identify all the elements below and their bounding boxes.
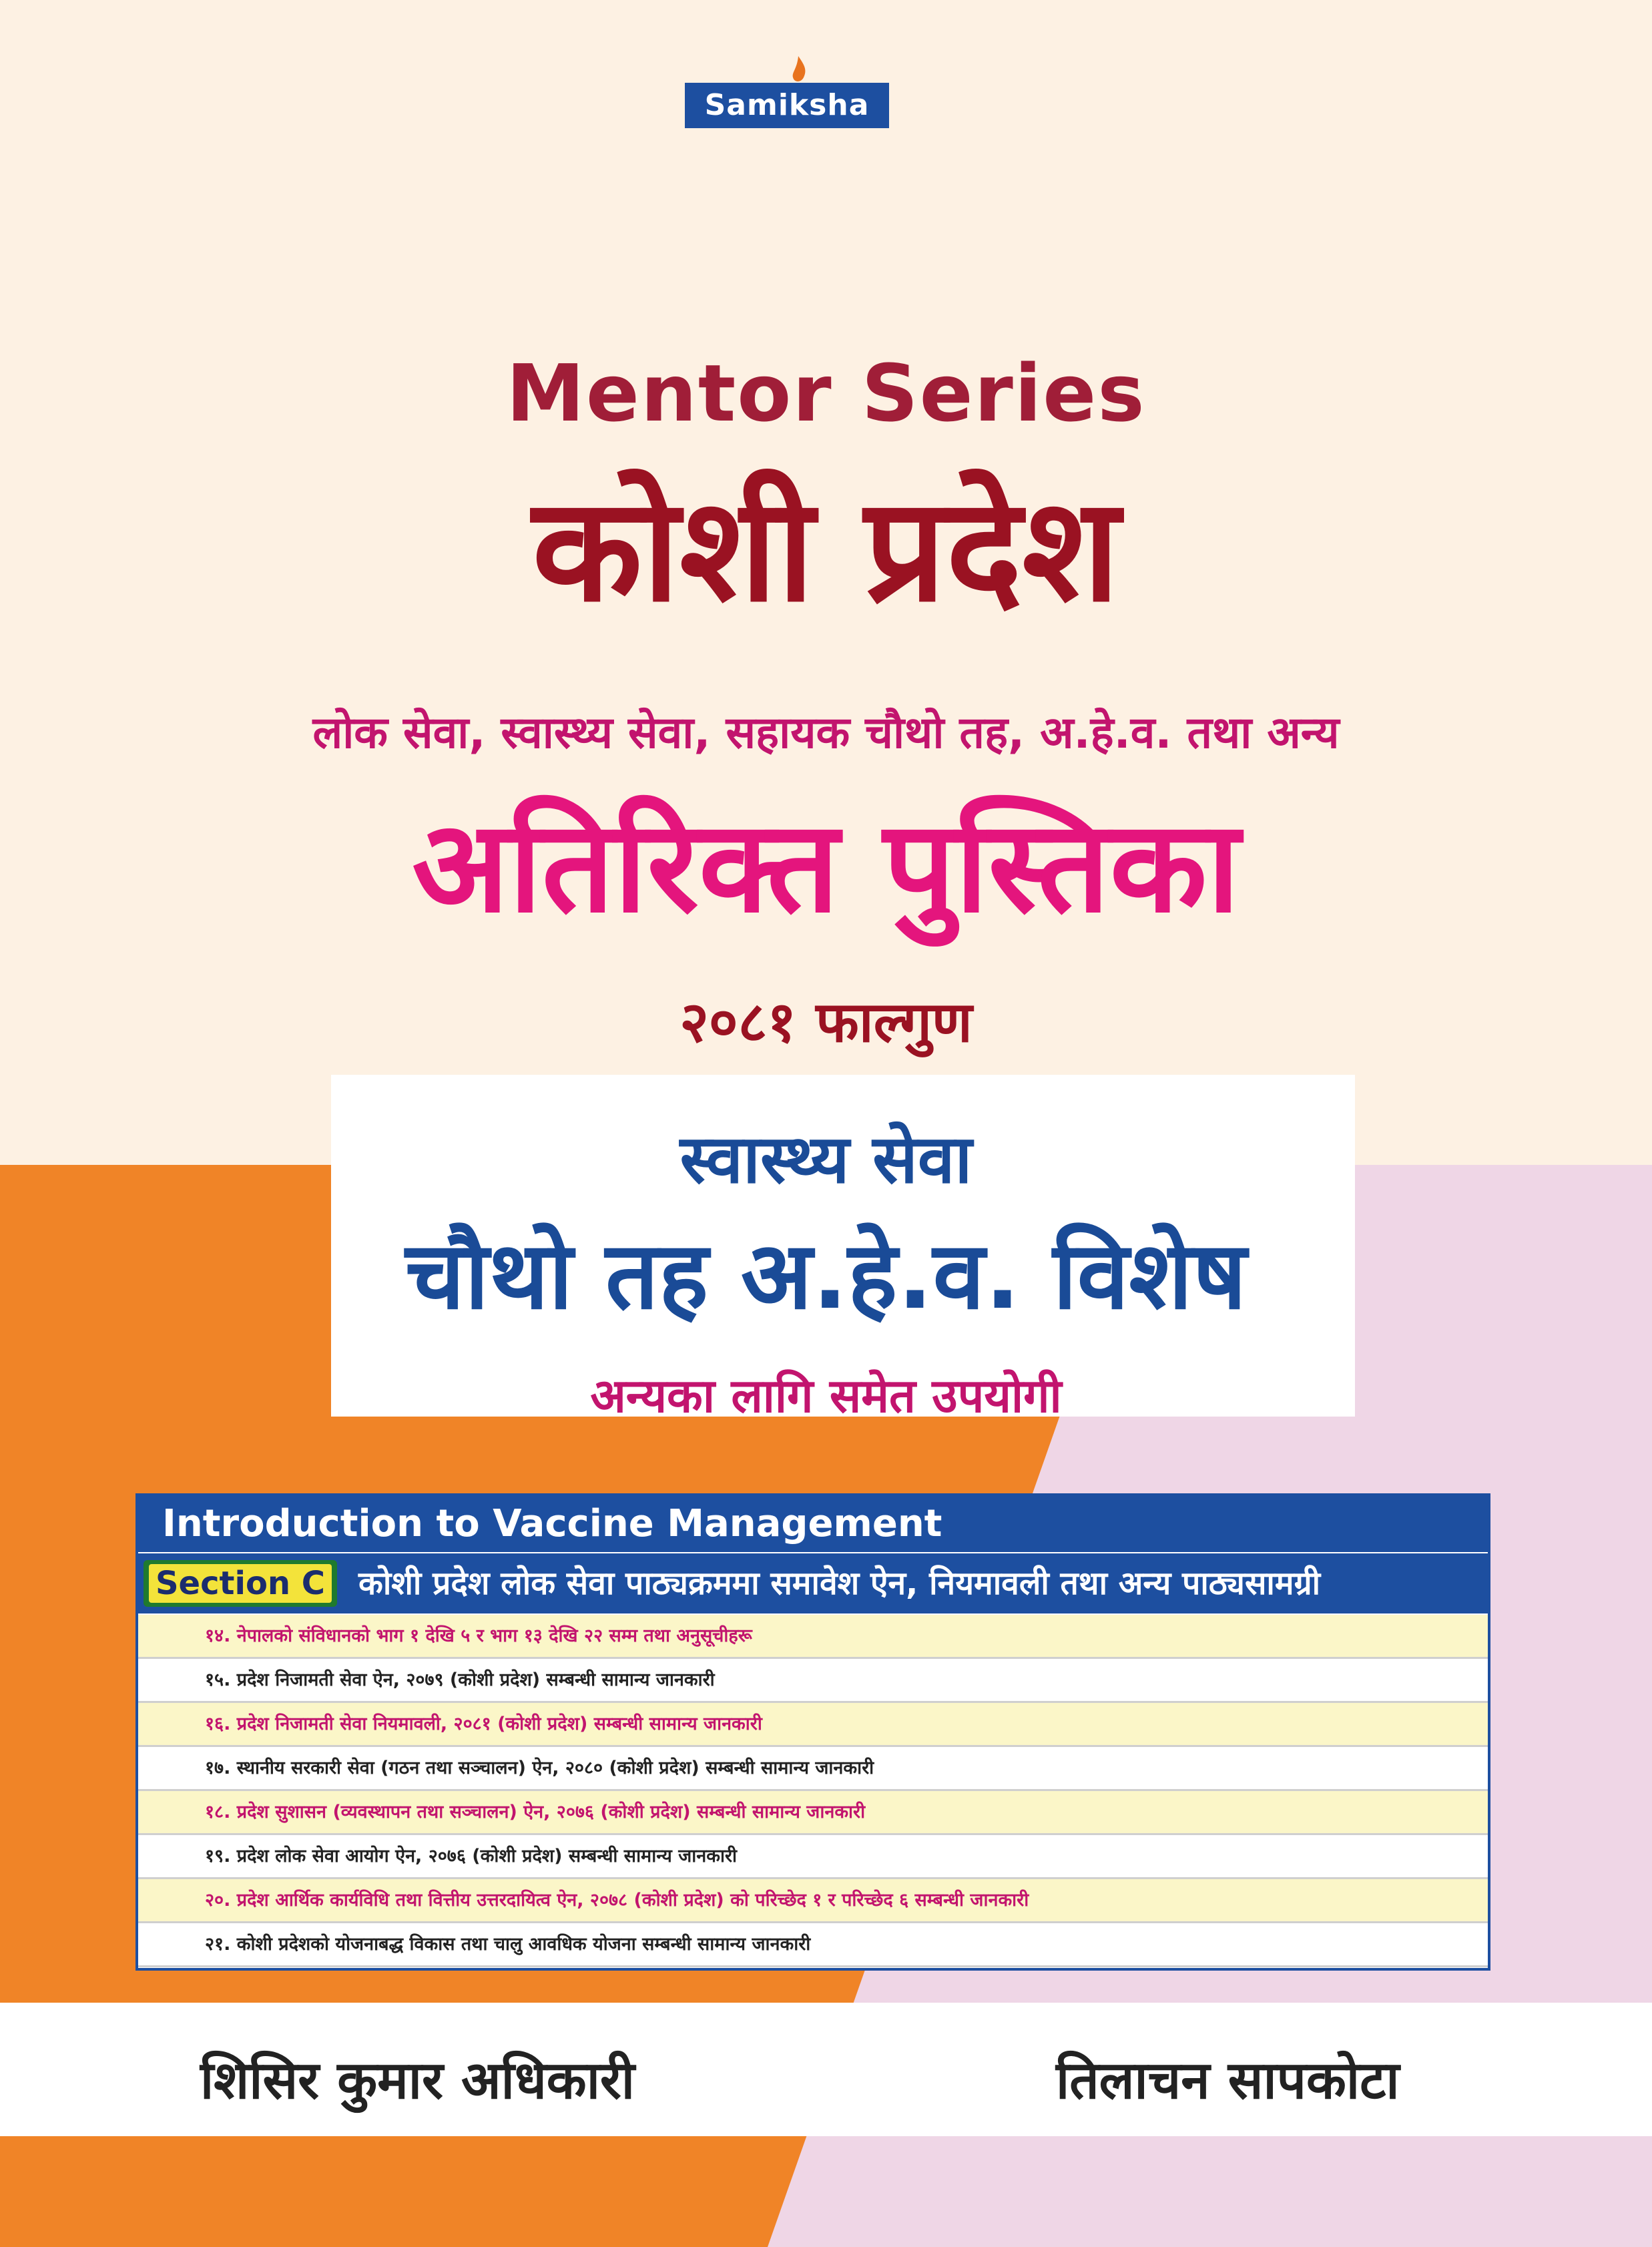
- flame-icon: [785, 55, 812, 87]
- book-subtitle: लोक सेवा, स्वास्थ्य सेवा, सहायक चौथो तह, अ.हे.व. तथा अन्य: [312, 707, 1340, 758]
- contents-table: [135, 1493, 1490, 1971]
- highlight-line-2: चौथो तह अ.हे.व. विशेष: [405, 1222, 1247, 1330]
- section-title: कोशी प्रदेश लोक सेवा पाठ्यक्रममा समावेश ऐन, नियमावली तथा अन्य पाठ्यसामग्री: [358, 1565, 1321, 1602]
- list-item: २०. प्रदेश आर्थिक कार्यविधि तथा वित्तीय उत्तरदायित्व ऐन, २०७८ (कोशी प्रदेश) को परिच्छेद १ र परिच्छेद ६ सम्बन्धी जानकारी: [138, 1879, 1488, 1923]
- list-item: १७. स्थानीय सरकारी सेवा (गठन तथा सञ्चालन) ऐन, २०८० (कोशी प्रदेश) सम्बन्धी सामान्य जानकारी: [138, 1747, 1488, 1791]
- contents-list: [138, 1615, 1488, 1967]
- list-item: १९. प्रदेश लोक सेवा आयोग ऐन, २०७६ (कोशी प्रदेश) सम्बन्धी सामान्य जानकारी: [138, 1835, 1488, 1879]
- highlight-line-1: स्वास्थ्य सेवा: [679, 1120, 973, 1198]
- list-item: २१. कोशी प्रदेशको योजनाबद्ध विकास तथा चालु आवधिक योजना सम्बन्धी सामान्य जानकारी: [138, 1923, 1488, 1967]
- highlight-line-3: अन्यका लागि समेत उपयोगी: [590, 1368, 1062, 1423]
- publisher-logo: [685, 72, 889, 128]
- book-type: अतिरिक्त पुस्तिका: [412, 793, 1240, 941]
- contents-header: Introduction to Vaccine Management: [138, 1496, 1488, 1552]
- author-2: तिलाचन सापकोटा: [1056, 2051, 1400, 2111]
- series-title: Mentor Series: [506, 347, 1146, 439]
- section-bar: [138, 1553, 1488, 1613]
- list-item: १६. प्रदेश निजामती सेवा नियमावली, २०८१ (कोशी प्रदेश) सम्बन्धी सामान्य जानकारी: [138, 1703, 1488, 1747]
- list-item: १५. प्रदेश निजामती सेवा ऐन, २०७९ (कोशी प्रदेश) सम्बन्धी सामान्य जानकारी: [138, 1659, 1488, 1703]
- publisher-name: Samiksha: [685, 83, 889, 128]
- list-item: १८. प्रदेश सुशासन (व्यवस्थापन तथा सञ्चालन) ऐन, २०७६ (कोशी प्रदेश) सम्बन्धी सामान्य जानकारी: [138, 1791, 1488, 1835]
- author-1: शिसिर कुमार अधिकारी: [200, 2051, 635, 2111]
- section-label: Section C: [149, 1564, 332, 1603]
- edition-date: २०८१ फाल्गुण: [679, 989, 973, 1055]
- section-badge: [144, 1560, 337, 1607]
- list-item: १४. नेपालको संविधानको भाग १ देखि ५ र भाग १३ देखि २२ सम्म तथा अनुसूचीहरू: [138, 1615, 1488, 1659]
- book-title: कोशी प्रदेश: [532, 466, 1120, 634]
